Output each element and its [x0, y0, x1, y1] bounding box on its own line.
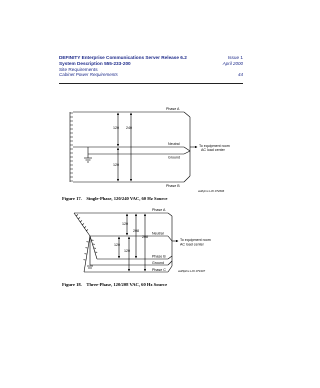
document-subtitle: System Description 555-233-200 — [59, 60, 131, 66]
voltage-label-240: 240 — [126, 126, 132, 130]
transformer-coil-17 — [70, 113, 73, 181]
voltage-label-120-c: 120 — [124, 249, 130, 253]
voltage-label-120-top: 120 — [113, 126, 119, 130]
figure-18-title: Three-Phase, 120/208 VAC, 60 Hz Source — [86, 282, 168, 287]
phase-a-label-18: Phase A — [152, 208, 166, 212]
wye-coil-a — [74, 213, 90, 236]
figure-18-caption — [62, 282, 167, 287]
neutral-label-17: Neutral — [168, 142, 180, 146]
figure-17-code: wdfvjrno LJK 072696 — [198, 189, 225, 193]
figure-18-code: wdf3phrs LJK 071997 — [178, 269, 206, 273]
figure-18-number: Figure 18. — [62, 282, 82, 287]
voltage-label-208-b: 208 — [142, 235, 148, 239]
voltage-label-120-b: 120 — [114, 243, 120, 247]
voltage-label-120-bottom: 120 — [113, 163, 119, 167]
voltage-label-208-a: 208 — [133, 229, 139, 233]
ground-label-18: Ground — [152, 261, 164, 265]
equipment-label-17-line2: AC load center — [201, 148, 225, 152]
issue-date: April 2000 — [222, 60, 243, 66]
figure-17-diagram — [70, 112, 197, 182]
phase-c-label-18: Phase C — [152, 268, 166, 272]
figure-17-title: Single-Phase, 120/240 VAC, 60 Hz Source — [86, 196, 168, 201]
subsection-name: Cabinet Power Requirements — [59, 72, 118, 78]
page-number: 44 — [237, 72, 243, 78]
equipment-label-17-line1: To equipment room — [199, 144, 230, 148]
neutral-label-18: Neutral — [152, 231, 164, 236]
equipment-label-18-line2: AC load center — [180, 242, 204, 247]
figure-17-number: Figure 17. — [62, 196, 82, 201]
voltage-label-120-a: 120 — [122, 222, 128, 226]
section-name: Site Requirements — [59, 66, 98, 72]
phase-b-label-17: Phase B — [166, 184, 180, 188]
phase-a-label-17: Phase A — [166, 107, 180, 111]
ground-label-17: Ground — [168, 155, 180, 160]
wye-coil-b — [90, 236, 97, 259]
figure-17-caption — [62, 196, 167, 201]
equipment-label-18-line1: To equipment room — [180, 238, 211, 242]
phase-b-label-18: Phase B — [152, 254, 166, 259]
document-title: DEFINITY Enterprise Communications Server Release 6.2 — [59, 55, 187, 60]
issue-label: Issue 1 — [227, 55, 243, 60]
